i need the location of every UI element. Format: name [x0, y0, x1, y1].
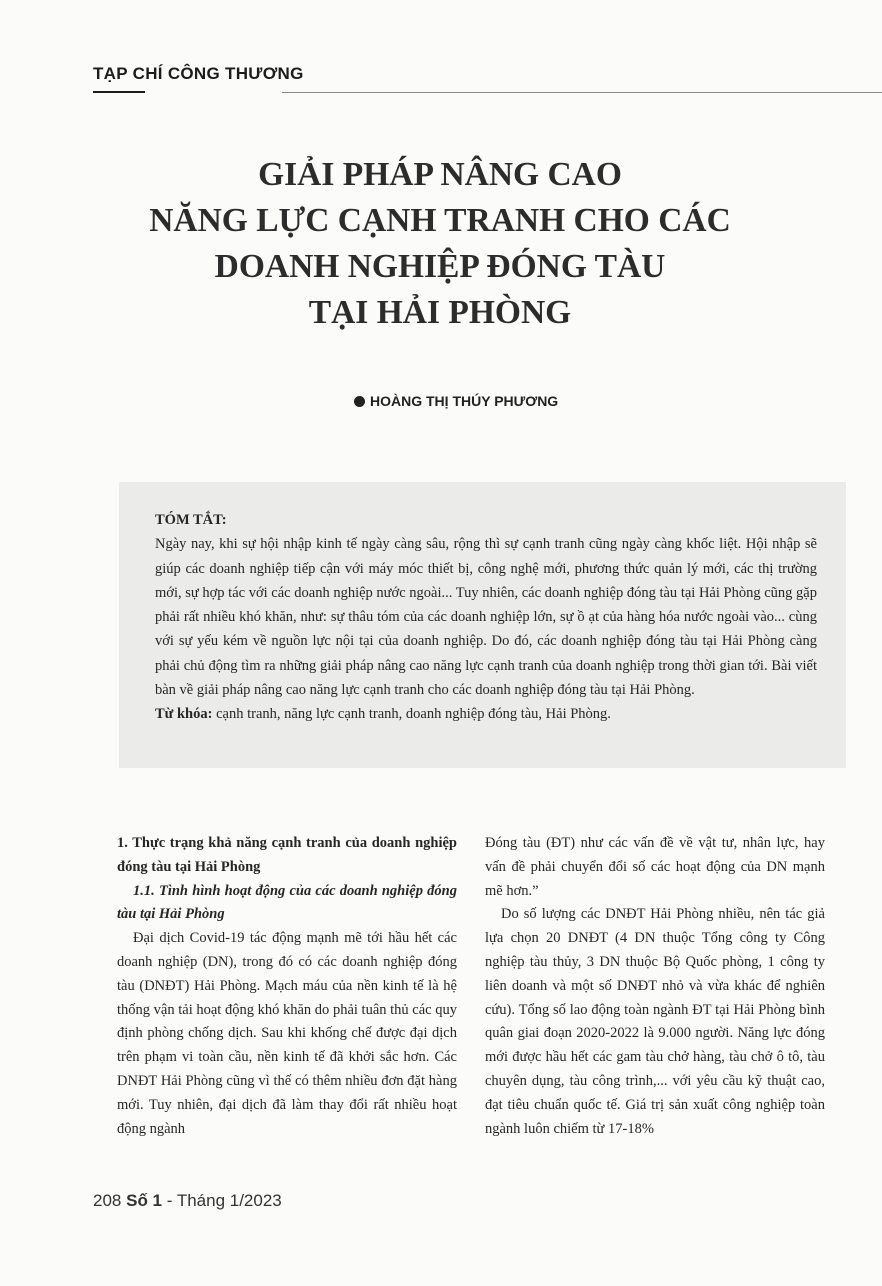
title-line: GIẢI PHÁP NÂNG CAO [258, 156, 622, 193]
author-name: HOÀNG THỊ THÚY PHƯƠNG [370, 393, 559, 409]
section-heading: 1. Thực trạng khả năng cạnh tranh của doanh nghiệp đóng tàu tại Hải Phòng [117, 835, 457, 875]
keywords-line [155, 702, 817, 726]
subsection-heading: 1.1. Tình hình hoạt động của các doanh nghiệp đóng tàu tại Hải Phòng [117, 882, 457, 923]
title-line: DOANH NGHIỆP ĐÓNG TÀU [214, 248, 666, 285]
title-line: TẠI HẢI PHÒNG [308, 294, 572, 331]
right-column [485, 832, 825, 1141]
article-title [100, 152, 780, 336]
bullet-icon [354, 396, 365, 407]
issue-date: - Tháng 1/2023 [162, 1191, 282, 1210]
body-paragraph: Đại dịch Covid-19 tác động mạnh mẽ tới hầu hết các doanh nghiệp (DN), trong đó có các doanh nghiệp đóng tàu (DNĐT) Hải Phòng. Mạch máu của nền kinh tế là hệ thống vận tải hoạt động khó khăn do phải tuân thủ các quy định phòng chống dịch. Sau khi khống chế được đại dịch trên phạm vi toàn cầu, nền kinh tế đã khởi sắc hơn. Các DNĐT Hải Phòng cũng vì thế có thêm nhiều đơn đặt hàng mới. Tuy nhiên, đại dịch đã làm thay đổi rất nhiều hoạt động ngành [117, 930, 457, 1137]
abstract-heading: TÓM TẮT: [155, 512, 227, 528]
header-underline [93, 91, 145, 93]
left-column [117, 832, 457, 1141]
page-footer [93, 1191, 282, 1211]
keywords-label: Từ khóa: [155, 706, 213, 723]
body-paragraph: Do số lượng các DNĐT Hải Phòng nhiều, nên tác giả lựa chọn 20 DNĐT (4 DN thuộc Tổng công ty Công nghiệp tàu thủy, 3 DN thuộc Bộ Quốc phòng, 1 công ty liên doanh và một số DNĐT nhỏ và vừa khác để nghiên cứu). Tổng số lao động toàn ngành ĐT tại Hải Phòng bình quân giai đoạn 2020-2022 là 9.000 người. Năng lực đóng mới được hầu hết các gam tàu chở hàng, tàu chở ô tô, tàu chuyên dụng, tàu công trình,... với yêu cầu kỹ thuật cao, đạt tiêu chuẩn quốc tế. Giá trị sản xuất công nghiệp toàn ngành luôn chiếm từ 17-18% [485, 906, 825, 1137]
abstract-text: Ngày nay, khi sự hội nhập kinh tế ngày càng sâu, rộng thì sự cạnh tranh cũng ngày càng khốc liệt. Hội nhập sẽ giúp các doanh nghiệp tiếp cận với máy móc thiết bị, công nghệ mới, phương thức quản lý mới, các thị trường mới, sự hợp tác với các doanh nghiệp nước ngoài... Tuy nhiên, các doanh nghiệp đóng tàu tại Hải Phòng cũng gặp phải rất nhiều khó khăn, như: sự thâu tóm của các doanh nghiệp lớn, sự ồ ạt của hàng hóa nước ngoài vào... cùng với sự yếu kém về nguồn lực nội tại của doanh nghiệp. Do đó, các doanh nghiệp đóng tàu tại Hải Phòng càng phải chủ động tìm ra những giải pháp nâng cao năng lực cạnh tranh của doanh nghiệp trong thời gian tới. Bài viết bàn về giải pháp nâng cao năng lực cạnh tranh cho các doanh nghiệp đóng tàu tại Hải Phòng. [155, 536, 817, 699]
keywords-text: cạnh tranh, năng lực cạnh tranh, doanh nghiệp đóng tàu, Hải Phòng. [216, 706, 611, 723]
page-number: 208 [93, 1191, 122, 1210]
body-paragraph: Đóng tàu (ĐT) như các vấn đề về vật tư, nhân lực, hay vấn đề phải chuyển đổi số các hoạt động của DN mạnh mẽ hơn.” [485, 835, 825, 899]
issue-number: Số 1 [126, 1191, 163, 1210]
author-line [354, 393, 558, 409]
title-line: NĂNG LỰC CẠNH TRANH CHO CÁC [149, 202, 731, 239]
journal-name: TẠP CHÍ CÔNG THƯƠNG [93, 64, 304, 83]
header-rule [282, 92, 882, 93]
abstract-box [119, 482, 846, 768]
